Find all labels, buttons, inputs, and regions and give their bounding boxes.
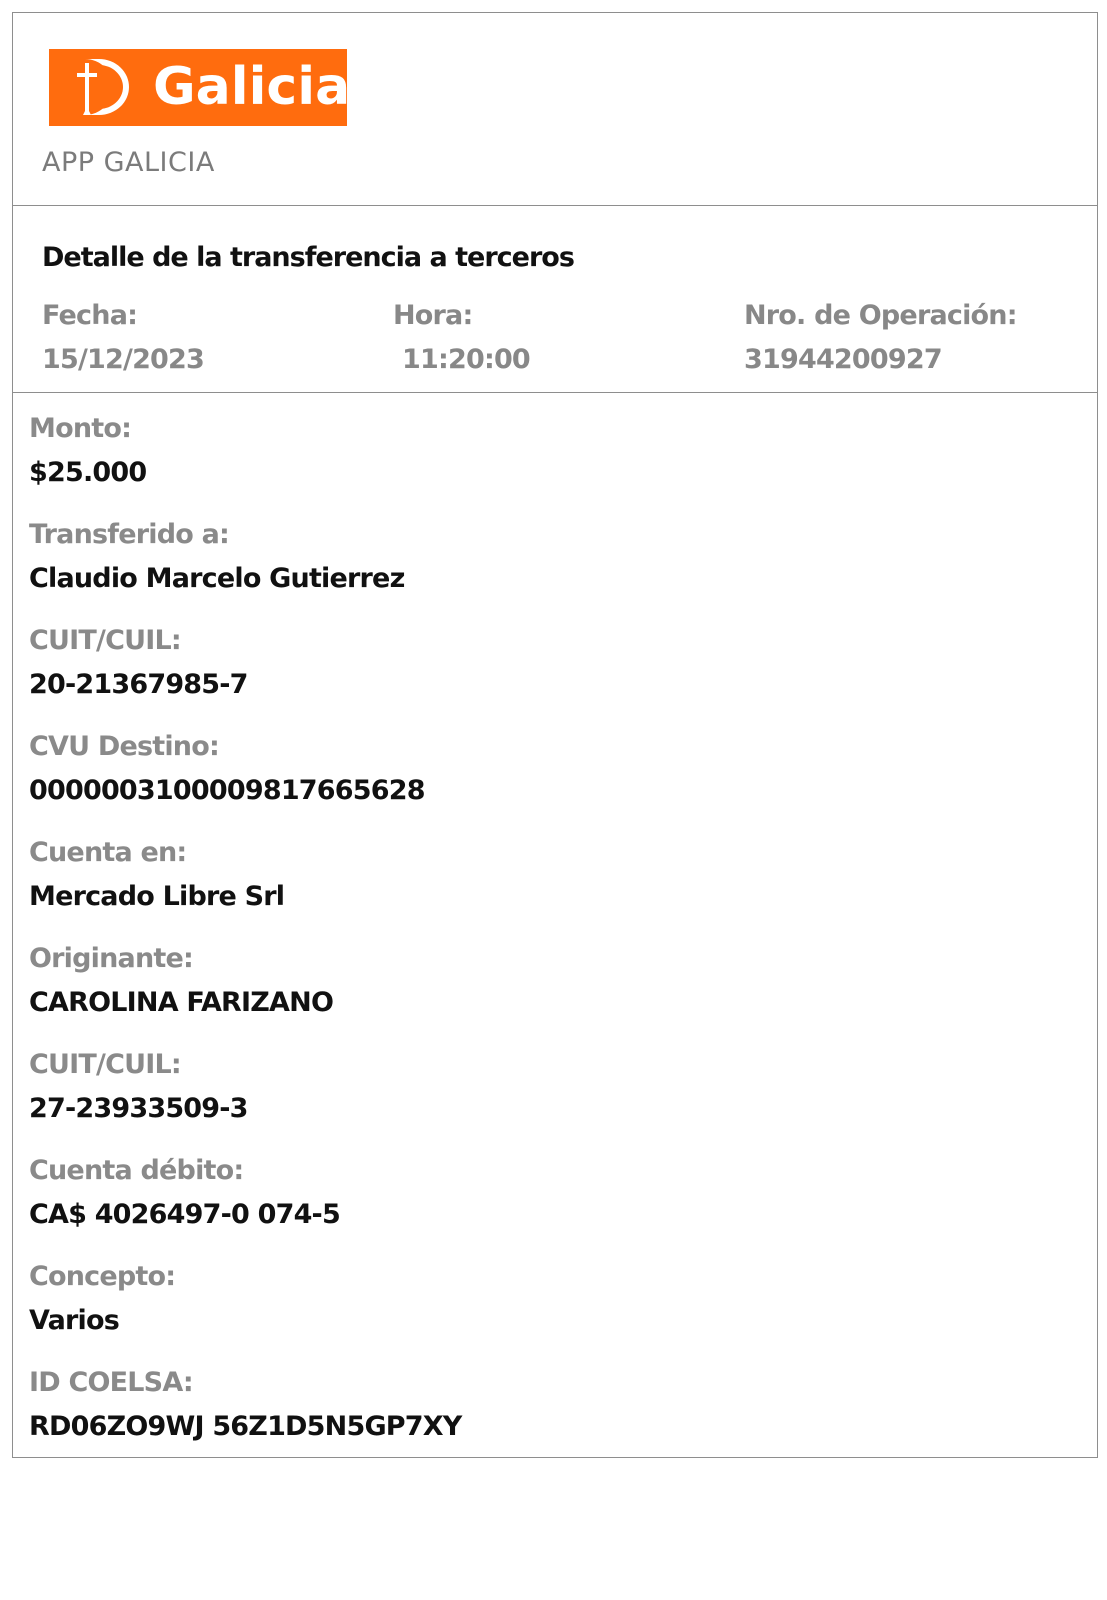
field-value: CAROLINA FARIZANO — [29, 987, 334, 1018]
field-value: Claudio Marcelo Gutierrez — [29, 563, 405, 594]
field-value: 0000003100009817665628 — [29, 775, 425, 806]
time-value: 11:20:00 — [402, 344, 530, 375]
field-value: 20-21367985-7 — [29, 669, 248, 700]
transfer-fields — [29, 413, 462, 1473]
field-label: Monto: — [29, 413, 132, 444]
time-column — [393, 300, 530, 376]
recipient-cuit-field — [29, 625, 462, 731]
date-value: 15/12/2023 — [42, 344, 205, 375]
originator-field — [29, 943, 462, 1049]
operation-label: Nro. de Operación: — [744, 300, 1017, 331]
operation-value: 31944200927 — [744, 344, 942, 375]
recipient-field — [29, 519, 462, 625]
galicia-emblem-icon — [49, 49, 153, 126]
field-label: Concepto: — [29, 1261, 176, 1292]
amount-field — [29, 413, 462, 519]
field-label: Cuenta débito: — [29, 1155, 244, 1186]
field-label: CVU Destino: — [29, 731, 219, 762]
brand-name: Galicia — [153, 57, 351, 117]
field-value: RD06ZO9WJ 56Z1D5N5GP7XY — [29, 1411, 462, 1442]
transfer-summary — [13, 206, 1097, 393]
time-label: Hora: — [393, 300, 473, 331]
field-label: CUIT/CUIL: — [29, 625, 181, 656]
field-label: ID COELSA: — [29, 1367, 193, 1398]
field-label: Originante: — [29, 943, 193, 974]
page-title: Detalle de la transferencia a terceros — [42, 242, 574, 273]
field-value: 27-23933509-3 — [29, 1093, 248, 1124]
receipt-header — [13, 13, 1097, 206]
field-label: Cuenta en: — [29, 837, 187, 868]
coelsa-id-field — [29, 1367, 462, 1473]
field-label: CUIT/CUIL: — [29, 1049, 181, 1080]
field-value: Mercado Libre Srl — [29, 881, 285, 912]
debit-account-field — [29, 1155, 462, 1261]
galicia-logo — [49, 49, 351, 126]
app-name: APP GALICIA — [42, 147, 215, 178]
date-column — [42, 300, 204, 376]
originator-cuit-field — [29, 1049, 462, 1155]
concept-field — [29, 1261, 462, 1367]
field-value: CA$ 4026497-0 074-5 — [29, 1199, 340, 1230]
date-label: Fecha: — [42, 300, 138, 331]
field-label: Transferido a: — [29, 519, 230, 550]
field-value: $25.000 — [29, 457, 147, 488]
cvu-field — [29, 731, 462, 837]
operation-column — [744, 300, 1017, 376]
bank-field — [29, 837, 462, 943]
field-value: Varios — [29, 1305, 120, 1336]
